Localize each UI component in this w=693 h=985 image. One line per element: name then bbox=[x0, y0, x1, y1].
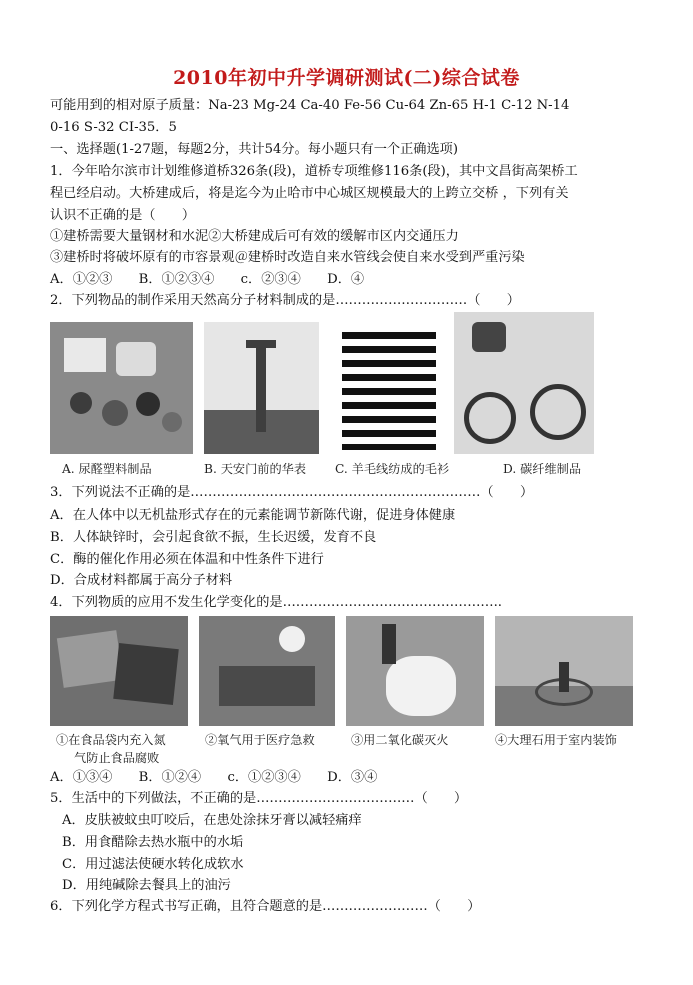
q3-option-c: C．酶的催化作用必须在体温和中性条件下进行 bbox=[50, 552, 324, 567]
atomic-masses-line-1: 可能用到的相对原子质量：Na-23 Mg-24 Ca-40 Fe-56 Cu-64 Zn-65 H-1 C-12 N-14 bbox=[50, 98, 570, 113]
q4-caption-1a: ①在食品袋内充入氮 bbox=[56, 733, 166, 747]
atomic-masses-line-2: 0-16 S-32 CI-35．5 bbox=[50, 120, 177, 135]
q5-option-a: A．皮肤被蚊虫叮咬后，在患处涂抹牙膏以减轻痛痒 bbox=[62, 813, 362, 828]
q2-image-d bbox=[454, 312, 594, 454]
q3-stem: 3．下列说法不正确的是…………………………………………………………（ ） bbox=[50, 485, 534, 500]
q4-image-2 bbox=[199, 616, 335, 726]
q2-image-c bbox=[330, 322, 448, 454]
q4-image-1 bbox=[50, 616, 188, 726]
q2-caption-c: C. 羊毛线纺成的毛衫 bbox=[335, 462, 450, 476]
q4-caption-2: ②氧气用于医疗急救 bbox=[205, 733, 315, 747]
q5-option-b: B．用食醋除去热水瓶中的水垢 bbox=[62, 835, 244, 850]
q4-caption-3: ③用二氧化碳灭火 bbox=[351, 733, 449, 747]
q2-image-a bbox=[50, 322, 193, 454]
q4-caption-4: ④大理石用于室内装饰 bbox=[495, 733, 617, 747]
q2-caption-b: B. 天安门前的华表 bbox=[204, 462, 307, 476]
q5-stem: 5．生活中的下列做法，不正确的是………………………………（ ） bbox=[50, 791, 468, 806]
q3-option-b: B．人体缺锌时，会引起食欲不振，生长迟缓，发育不良 bbox=[50, 530, 377, 545]
q5-option-d: D．用纯碱除去餐具上的油污 bbox=[62, 878, 231, 893]
q4-image-3 bbox=[346, 616, 484, 726]
q4-stem: 4．下列物质的应用不发生化学变化的是………………………………………….. bbox=[50, 595, 502, 610]
q3-option-a: A．在人体中以无机盐形式存在的元素能调节新陈代谢，促进身体健康 bbox=[50, 508, 456, 523]
q5-option-c: C．用过滤法使硬水转化成软水 bbox=[62, 857, 244, 872]
q1-line-1: 1．今年哈尔滨市计划维修道桥326条(段)，道桥专项维修116条(段)，其中文昌街高架桥工 bbox=[50, 164, 578, 179]
q4-caption-1b: 气防止食品腐败 bbox=[74, 751, 160, 765]
q1-line-3: 认识不正确的是（ ） bbox=[50, 208, 196, 223]
q4-options: A．①③④ B．①②④ c．①②③④ D．③④ bbox=[50, 770, 378, 785]
q3-option-d: D．合成材料都属于高分子材料 bbox=[50, 573, 233, 588]
q1-options: A．①②③ B．①②③④ c．②③④ D．④ bbox=[50, 272, 365, 287]
q2-image-b bbox=[204, 322, 319, 454]
q2-stem: 2．下列物品的制作采用天然高分子材料制成的是…………………………（ ） bbox=[50, 293, 520, 308]
q1-line-5: ③建桥时将破坏原有的市容景观＠建桥时改造自来水管线会使自来水受到严重污染 bbox=[50, 250, 525, 265]
exam-title: 2010年初中升学调研测试(二)综合试卷 bbox=[173, 67, 520, 89]
q6-stem: 6．下列化学方程式书写正确，且符合题意的是……………………（ ） bbox=[50, 899, 481, 914]
section-intro: 一、选择题(1-27题，每题2分，共计54分。每小题只有一个正确选项) bbox=[50, 142, 458, 157]
q1-line-4: ①建桥需要大量钢材和水泥②大桥建成后可有效的缓解市区内交通压力 bbox=[50, 229, 459, 244]
q2-caption-d: D. 碳纤维制品 bbox=[503, 462, 582, 476]
q2-caption-a: A. 尿醛塑料制品 bbox=[62, 462, 152, 476]
q4-image-4 bbox=[495, 616, 633, 726]
q1-line-2: 程已经启动。大桥建成后，将是迄今为止哈市中心城区规模最大的上跨立交桥 ，下列有关 bbox=[50, 186, 569, 201]
